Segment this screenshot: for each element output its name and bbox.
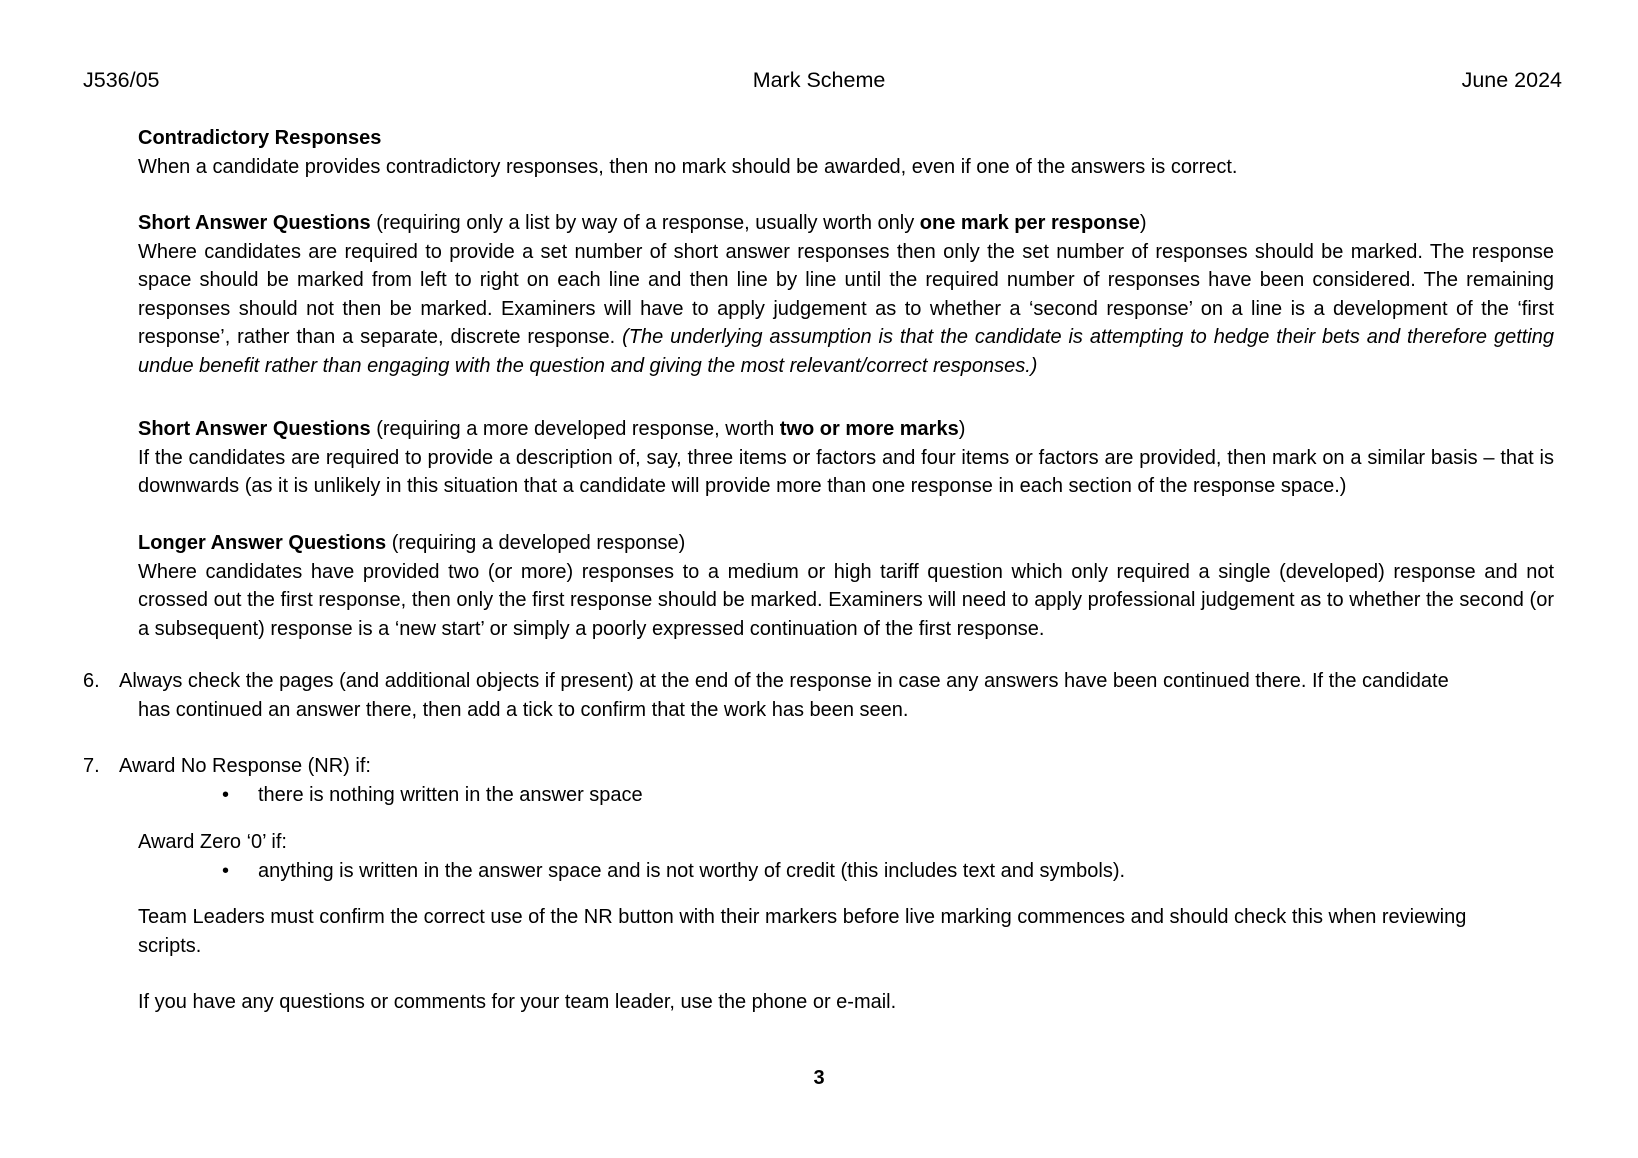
list-item-7 [83, 752, 1554, 781]
list-number: 7. [83, 755, 100, 777]
questions-note: If you have any questions or comments for your team leader, use the phone or e-mail. [138, 991, 897, 1013]
document-code: J536/05 [83, 68, 160, 92]
section-short-developed [138, 415, 1554, 501]
section-text: When a candidate provides contradictory responses, then no mark should be awarded, even if one of the answers is correct. [138, 155, 1238, 178]
section-qualifier-bold: two or more marks [779, 418, 959, 440]
section-qualifier: (requiring a developed response) [386, 532, 686, 554]
section-qualifier-end: ) [958, 418, 966, 440]
section-qualifier-bold: one mark per response [919, 212, 1140, 234]
section-heading: Short Answer Questions [138, 212, 371, 234]
document-title: Mark Scheme [752, 68, 886, 92]
section-italic-note: (The underlying assumption is that the candidate is attempting to hedge their bets and therefore getting undue benefit rather than engaging with the question and giving the most relevant/correct responses.) [138, 326, 1554, 377]
page-number: 3 [813, 1067, 825, 1089]
list-text-line2: has continued an answer there, then add a tick to confirm that the work has been seen. [138, 698, 909, 721]
nr-intro: Award No Response (NR) if: [119, 755, 371, 777]
section-qualifier-end: ) [1139, 212, 1147, 234]
section-text: Where candidates are required to provide a set number of short answer responses then only the set number of responses should be marked. The response space should be marked from left to right on each line and then line by line until the required number of responses have been considered. The remaining responses should not then be marked. Examiners will have to apply judgement as to whether a ‘second response’ on a line is a development of the ‘first response’, rather than a separate, discrete response. [138, 240, 1554, 348]
section-heading: Short Answer Questions [138, 418, 371, 440]
section-qualifier: (requiring a more developed response, worth [370, 418, 780, 440]
section-qualifier: (requiring only a list by way of a response, usually worth only [370, 212, 920, 234]
document-date: June 2024 [1461, 68, 1562, 92]
section-heading: Longer Answer Questions [138, 532, 387, 554]
bullet-text: anything is written in the answer space and is not worthy of credit (this includes text and symbols). [258, 860, 1126, 882]
bullet-text: there is nothing written in the answer space [258, 784, 643, 806]
bullet-icon: • [222, 784, 230, 806]
list-item-6 [83, 667, 1554, 724]
section-short-list [138, 209, 1554, 380]
section-text: Where candidates have provided two (or more) responses to a medium or high tariff question which only required a single (developed) response and not crossed out the first response, then only the first response should be marked. Examiners will need to apply professional judgement as to whether the second (or a subsequent) response is a ‘new start’ or simply a poorly expressed continuation of the first response. [138, 560, 1554, 640]
bullet-icon: • [222, 860, 230, 882]
team-leaders-note: Team Leaders must confirm the correct use of the NR button with their markers before live marking commences and should check this when reviewing scripts. [138, 906, 1467, 957]
section-text: If the candidates are required to provide a description of, say, three items or factors and four items or factors are provided, then mark on a similar basis – that is downwards (as it is unlikely in this situation that a candidate will provide more than one response in each section of the response space.) [138, 446, 1554, 497]
section-longer [138, 529, 1554, 643]
zero-intro: Award Zero ‘0’ if: [138, 831, 287, 853]
list-text-line1: Always check the pages (and additional objects if present) at the end of the response in case any answers have been continued there. If the candidate [119, 670, 1449, 692]
list-number: 6. [83, 670, 100, 692]
section-heading: Contradictory Responses [138, 127, 382, 149]
section-contradictory [138, 124, 1554, 181]
